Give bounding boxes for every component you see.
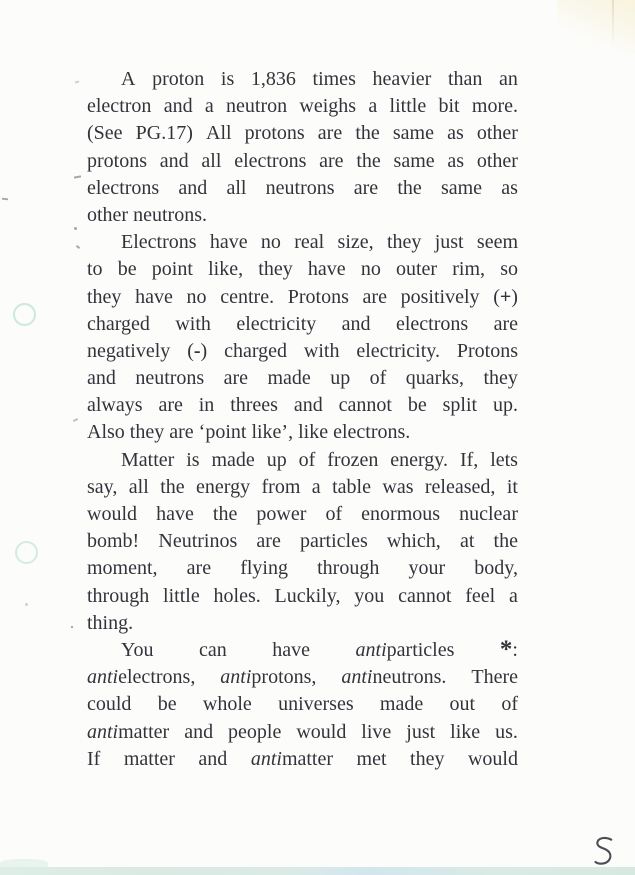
word: a <box>204 95 214 118</box>
word: If, <box>459 448 479 471</box>
word: the <box>160 475 185 498</box>
word: your <box>408 557 446 580</box>
text-line <box>87 719 518 746</box>
word: are <box>493 312 518 335</box>
word: would <box>467 747 518 770</box>
word: rim, <box>452 258 486 281</box>
word: little <box>389 95 427 118</box>
word: was <box>382 475 414 498</box>
word: universes <box>278 693 354 716</box>
word: up <box>266 448 287 471</box>
body-text <box>87 66 518 773</box>
word: table <box>332 475 371 498</box>
word: no <box>360 258 381 281</box>
word: they <box>386 231 422 254</box>
word: like, <box>208 258 244 281</box>
word: released, <box>424 475 496 498</box>
text-line <box>87 93 518 120</box>
word: are <box>169 421 194 444</box>
word: of <box>369 367 387 390</box>
word: Electrons <box>121 231 197 254</box>
pencil-mark <box>25 603 28 606</box>
word: the <box>212 503 238 525</box>
text-line <box>87 365 518 392</box>
word: have <box>307 258 346 281</box>
word: Protons <box>287 285 349 308</box>
word: the <box>397 176 422 199</box>
word: like’, <box>251 421 294 444</box>
word: in <box>198 394 215 417</box>
text-line <box>87 528 518 555</box>
word: (-) <box>187 339 208 362</box>
word: a <box>368 95 378 118</box>
text-line <box>87 284 518 311</box>
word: matter <box>123 747 175 770</box>
word: of <box>298 448 316 471</box>
text-line <box>87 148 518 175</box>
word: negatively <box>87 339 171 362</box>
text-line <box>87 175 518 202</box>
word: all <box>128 475 149 498</box>
word: nuclear <box>459 503 518 525</box>
word: have <box>209 231 248 254</box>
word: with <box>175 312 211 335</box>
word: other <box>476 122 518 145</box>
word: of <box>325 503 343 525</box>
word: Matter <box>121 448 175 471</box>
text-line <box>87 555 518 582</box>
word: all <box>201 149 222 172</box>
word: made <box>211 448 255 471</box>
word: *: <box>499 635 518 663</box>
word: and <box>159 149 189 172</box>
word: other <box>476 149 518 172</box>
word: same <box>393 149 435 172</box>
word: and <box>198 747 228 770</box>
text-line <box>87 746 518 773</box>
word: they <box>483 367 518 390</box>
word: are <box>256 530 281 553</box>
word: PG.17) <box>135 122 193 145</box>
word: same <box>440 176 483 199</box>
word: like <box>298 421 329 444</box>
pencil-mark <box>2 198 8 201</box>
word: it <box>506 475 518 498</box>
word: more. <box>471 95 518 118</box>
word: be <box>157 693 177 716</box>
word: live <box>361 720 392 743</box>
word: and <box>178 176 208 199</box>
text-line <box>87 419 518 446</box>
word: Also <box>87 421 125 444</box>
word: be <box>407 394 427 417</box>
word: be <box>117 258 137 281</box>
word: All <box>206 122 232 145</box>
word: would <box>296 720 347 743</box>
word: A <box>121 68 136 90</box>
word: would <box>87 503 137 525</box>
word: whole <box>202 693 252 716</box>
text-line <box>87 311 518 338</box>
word: antimatter <box>250 747 334 770</box>
word: split <box>442 394 478 417</box>
word: cannot <box>338 394 392 417</box>
word: made <box>267 367 311 390</box>
word: electricity <box>236 312 317 335</box>
word: than <box>447 68 483 90</box>
word: weighs <box>299 95 357 118</box>
word: always <box>87 394 143 417</box>
word: positively <box>400 285 480 308</box>
word: same <box>392 122 434 145</box>
word: through <box>317 557 380 580</box>
word: electrons <box>395 312 469 335</box>
word: to <box>87 258 103 281</box>
word: point <box>151 258 193 281</box>
word: and <box>87 367 116 390</box>
word: they <box>410 747 445 770</box>
word: Protons <box>456 339 518 362</box>
word: is <box>186 448 200 471</box>
scan-corner-tint <box>557 0 635 54</box>
word: is <box>220 68 235 90</box>
word: electrons <box>234 149 307 172</box>
word: outer <box>395 258 438 281</box>
text-line <box>87 691 518 718</box>
word: frozen <box>327 448 379 471</box>
word: they <box>87 285 122 308</box>
word: electron <box>87 95 152 118</box>
word: heavier <box>372 68 432 90</box>
word: charged <box>87 312 150 335</box>
word: people <box>228 720 282 743</box>
pencil-mark <box>74 175 81 178</box>
word: of <box>501 693 518 716</box>
pencil-mark <box>71 626 73 628</box>
word: can <box>198 638 227 661</box>
word: antiprotons, <box>220 666 317 689</box>
word: ‘point <box>198 421 247 444</box>
word: centre. <box>220 285 275 308</box>
word: through <box>87 584 150 607</box>
word: and <box>184 720 214 743</box>
word: say, <box>87 475 118 498</box>
word: antiparticles <box>355 638 455 661</box>
word: charged <box>224 339 288 362</box>
word: from <box>261 475 301 498</box>
word: 1,836 <box>250 68 296 90</box>
pencil-mark <box>74 227 77 230</box>
word: no <box>186 285 207 308</box>
word: There <box>471 666 518 689</box>
text-line <box>87 637 518 664</box>
word: you <box>354 584 385 607</box>
word: energy <box>196 475 251 498</box>
word: proton <box>152 68 205 90</box>
word: are <box>158 394 183 417</box>
word: an <box>499 68 518 90</box>
word: are <box>353 176 379 199</box>
word: little <box>163 584 200 607</box>
word: up <box>330 367 351 390</box>
word: have <box>156 503 194 525</box>
hole-punch-mark <box>15 541 38 564</box>
hole-punch-mark <box>13 303 36 326</box>
word: antimatter <box>87 720 170 743</box>
word: bomb! <box>87 530 140 553</box>
word: as <box>501 176 518 199</box>
word: us. <box>495 720 518 743</box>
word: and <box>341 312 371 335</box>
word: protons <box>244 122 305 145</box>
word: all <box>226 176 247 199</box>
word: real <box>294 231 325 254</box>
text-line <box>87 66 518 93</box>
word: are <box>223 367 249 390</box>
word: cannot <box>398 584 452 607</box>
word: up. <box>492 394 518 417</box>
text-line <box>87 120 518 147</box>
word: with <box>303 339 340 362</box>
text-line <box>87 664 518 691</box>
word: threes <box>230 394 278 417</box>
word: are <box>362 285 387 308</box>
word: met <box>356 747 387 770</box>
word: as <box>447 122 464 145</box>
word: and <box>163 95 193 118</box>
word: electrons. <box>333 421 411 444</box>
scan-crease-line <box>612 0 614 46</box>
word: neutrons. <box>133 203 207 226</box>
text-line <box>87 501 518 528</box>
text-line <box>87 392 518 419</box>
word: neutrons <box>135 367 205 390</box>
word: no <box>260 231 281 254</box>
text-line <box>87 202 518 229</box>
word: could <box>87 693 132 716</box>
word: (See <box>87 122 123 145</box>
word: are <box>186 557 212 580</box>
word: they <box>129 421 165 444</box>
word: so <box>500 258 518 281</box>
word: the <box>493 530 518 553</box>
word: like <box>450 720 481 743</box>
word: the <box>355 122 380 145</box>
word: Luckily, <box>274 584 341 607</box>
word: electricity. <box>356 339 440 362</box>
word: energy. <box>390 448 449 471</box>
word: out <box>449 693 476 716</box>
pencil-mark <box>76 245 80 249</box>
word: (+) <box>493 285 518 308</box>
text-line <box>87 229 518 256</box>
word: If <box>87 747 101 770</box>
text-line <box>87 256 518 283</box>
word: thing. <box>87 611 134 634</box>
word: a <box>509 584 518 607</box>
pencil-mark <box>73 418 78 422</box>
text-line <box>87 338 518 365</box>
word: neutrons <box>265 176 335 199</box>
word: body, <box>474 557 518 580</box>
word: which, <box>386 530 441 553</box>
word: holes. <box>213 584 261 607</box>
word: antielectrons, <box>87 666 196 689</box>
word: power <box>256 503 307 525</box>
word: enormous <box>361 503 441 525</box>
text-line <box>87 474 518 501</box>
word: are <box>319 149 344 172</box>
word: protons <box>87 149 147 172</box>
word: You <box>121 638 154 661</box>
word: just <box>406 720 436 743</box>
word: electrons <box>87 176 160 199</box>
text-line <box>87 610 518 637</box>
word: as <box>447 149 465 172</box>
word: are <box>317 122 343 145</box>
word: lets <box>490 448 518 471</box>
word: seem <box>476 231 518 254</box>
word: and <box>293 394 323 417</box>
word: at <box>459 530 475 553</box>
scan-edge-strip <box>0 867 635 875</box>
word: other <box>87 203 129 226</box>
text-line <box>87 583 518 610</box>
word: made <box>379 693 424 716</box>
word: size, <box>337 231 374 254</box>
word: particles <box>300 530 368 553</box>
word: they <box>258 258 293 281</box>
text-line <box>87 447 518 474</box>
word: bit <box>438 95 460 118</box>
word: have <box>272 638 311 661</box>
word: neutron <box>226 95 288 118</box>
word: just <box>434 231 464 254</box>
word: a <box>311 475 321 498</box>
word: feel <box>465 584 496 607</box>
word: antineutrons. <box>341 666 447 689</box>
pencil-mark <box>75 81 79 84</box>
word: Neutrinos <box>158 530 238 553</box>
word: quarks, <box>405 367 465 390</box>
word: times <box>312 68 356 90</box>
word: the <box>356 149 381 172</box>
word: flying <box>240 557 288 580</box>
word: have <box>135 285 173 308</box>
word: moment, <box>87 557 158 580</box>
